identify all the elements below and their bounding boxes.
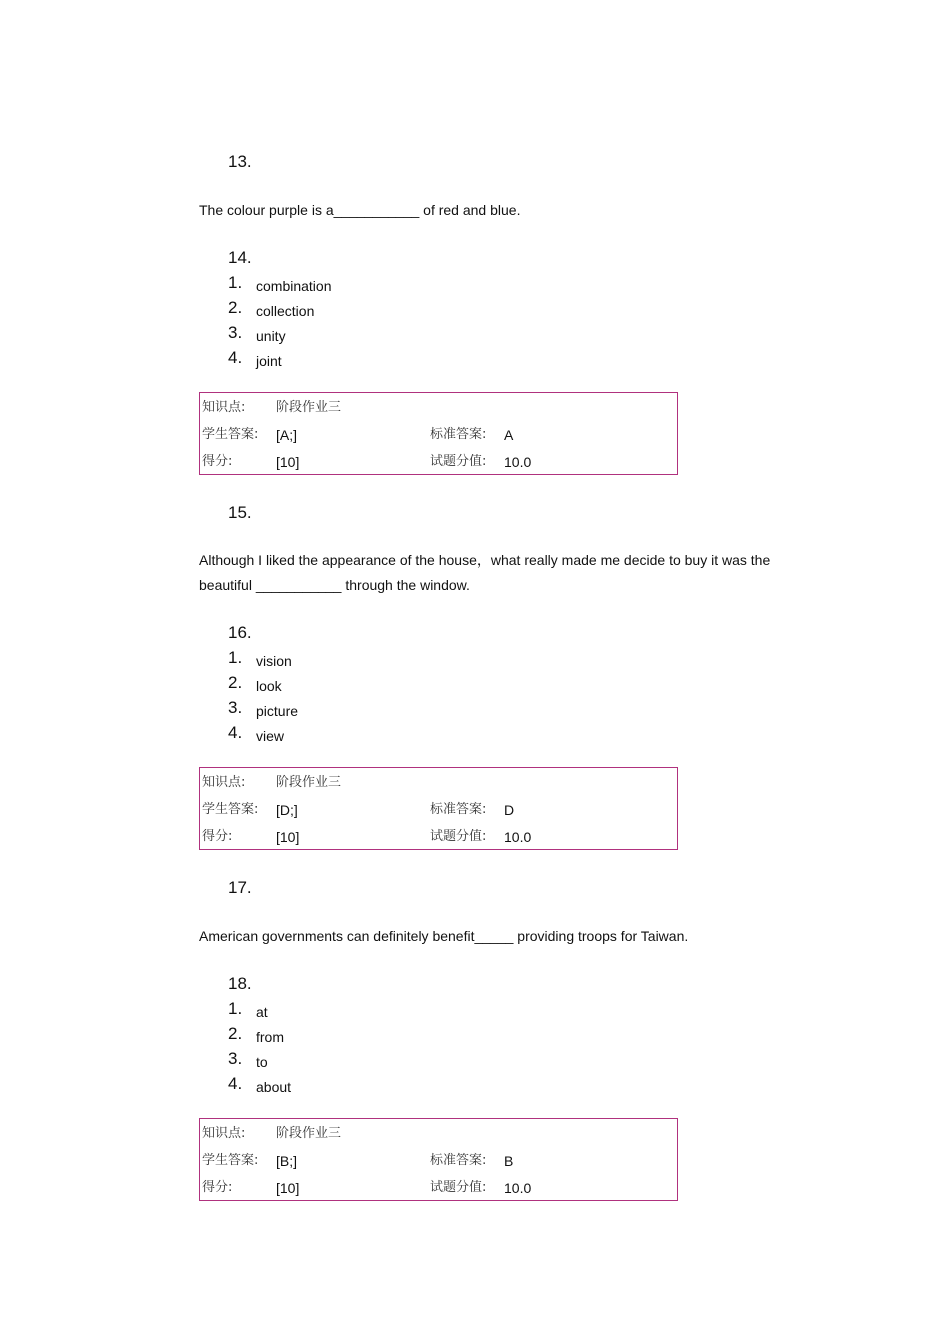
student-answer-label: 学生答案:: [202, 427, 259, 442]
option-text: view: [256, 728, 285, 744]
standard-answer-label: 标准答案:: [430, 802, 487, 817]
standard-answer-label: 标准答案:: [430, 1153, 487, 1168]
knowledge-value: 阶段作业三: [276, 1126, 342, 1141]
option-number: 4.: [228, 348, 243, 367]
question-value-label: 试题分值:: [430, 454, 487, 469]
option-number: 4.: [228, 1074, 243, 1093]
standard-answer-label: 标准答案:: [430, 427, 487, 442]
score-value: [10]: [276, 829, 300, 845]
option-number: 3.: [228, 1049, 243, 1068]
option-number: 2.: [228, 1024, 243, 1043]
student-answer-value: [A;]: [276, 427, 298, 443]
question-number: 15.: [228, 503, 252, 522]
option-text: vision: [256, 653, 292, 669]
option-number: 1.: [228, 273, 243, 292]
option-text: picture: [256, 703, 299, 719]
knowledge-value: 阶段作业三: [276, 775, 342, 790]
option-number: 1.: [228, 648, 243, 667]
question-stem: The colour purple is a___________ of red and blue.: [199, 202, 521, 218]
question-number: 18.: [228, 974, 252, 993]
option-text: look: [256, 678, 282, 694]
score-label: 得分:: [202, 829, 233, 844]
option-text: combination: [256, 278, 332, 294]
option-number: 1.: [228, 999, 243, 1018]
option-number: 2.: [228, 673, 243, 692]
question-number: 16.: [228, 623, 252, 642]
score-value: [10]: [276, 454, 300, 470]
option-text: unity: [256, 328, 286, 344]
knowledge-label: 知识点:: [202, 1126, 246, 1141]
question-number: 13.: [228, 152, 252, 171]
score-value: [10]: [276, 1180, 300, 1196]
answer-info-box: [199, 1118, 678, 1201]
question-value-label: 试题分值:: [430, 1180, 487, 1195]
question-value-value: 10.0: [504, 454, 532, 470]
option-number: 2.: [228, 298, 243, 317]
student-answer-value: [D;]: [276, 802, 298, 818]
standard-answer-value: D: [504, 802, 515, 818]
option-text: about: [256, 1079, 292, 1095]
score-label: 得分:: [202, 454, 233, 469]
question-stem: American governments can definitely benefit_____ providing troops for Taiwan.: [199, 928, 689, 944]
student-answer-value: [B;]: [276, 1153, 298, 1169]
score-label: 得分:: [202, 1180, 233, 1195]
standard-answer-value: A: [504, 427, 514, 443]
knowledge-label: 知识点:: [202, 775, 246, 790]
question-value-value: 10.0: [504, 1180, 532, 1196]
option-number: 4.: [228, 723, 243, 742]
option-text: at: [256, 1004, 268, 1020]
question-stem-line: Although I liked the appearance of the house，what really made me decide to buy it was the: [199, 552, 771, 568]
question-value-label: 试题分值:: [430, 829, 487, 844]
question-number: 17.: [228, 878, 252, 897]
student-answer-label: 学生答案:: [202, 1153, 259, 1168]
knowledge-label: 知识点:: [202, 400, 246, 415]
answer-info-box: [199, 767, 678, 850]
option-text: to: [256, 1054, 268, 1070]
answer-info-box: [199, 392, 678, 475]
option-text: collection: [256, 303, 315, 319]
question-number: 14.: [228, 248, 252, 267]
option-number: 3.: [228, 323, 243, 342]
option-text: joint: [256, 353, 282, 369]
standard-answer-value: B: [504, 1153, 514, 1169]
question-value-value: 10.0: [504, 829, 532, 845]
option-text: from: [256, 1029, 284, 1045]
option-number: 3.: [228, 698, 243, 717]
question-stem-line: beautiful ___________ through the window.: [199, 577, 470, 593]
student-answer-label: 学生答案:: [202, 802, 259, 817]
knowledge-value: 阶段作业三: [276, 400, 342, 415]
